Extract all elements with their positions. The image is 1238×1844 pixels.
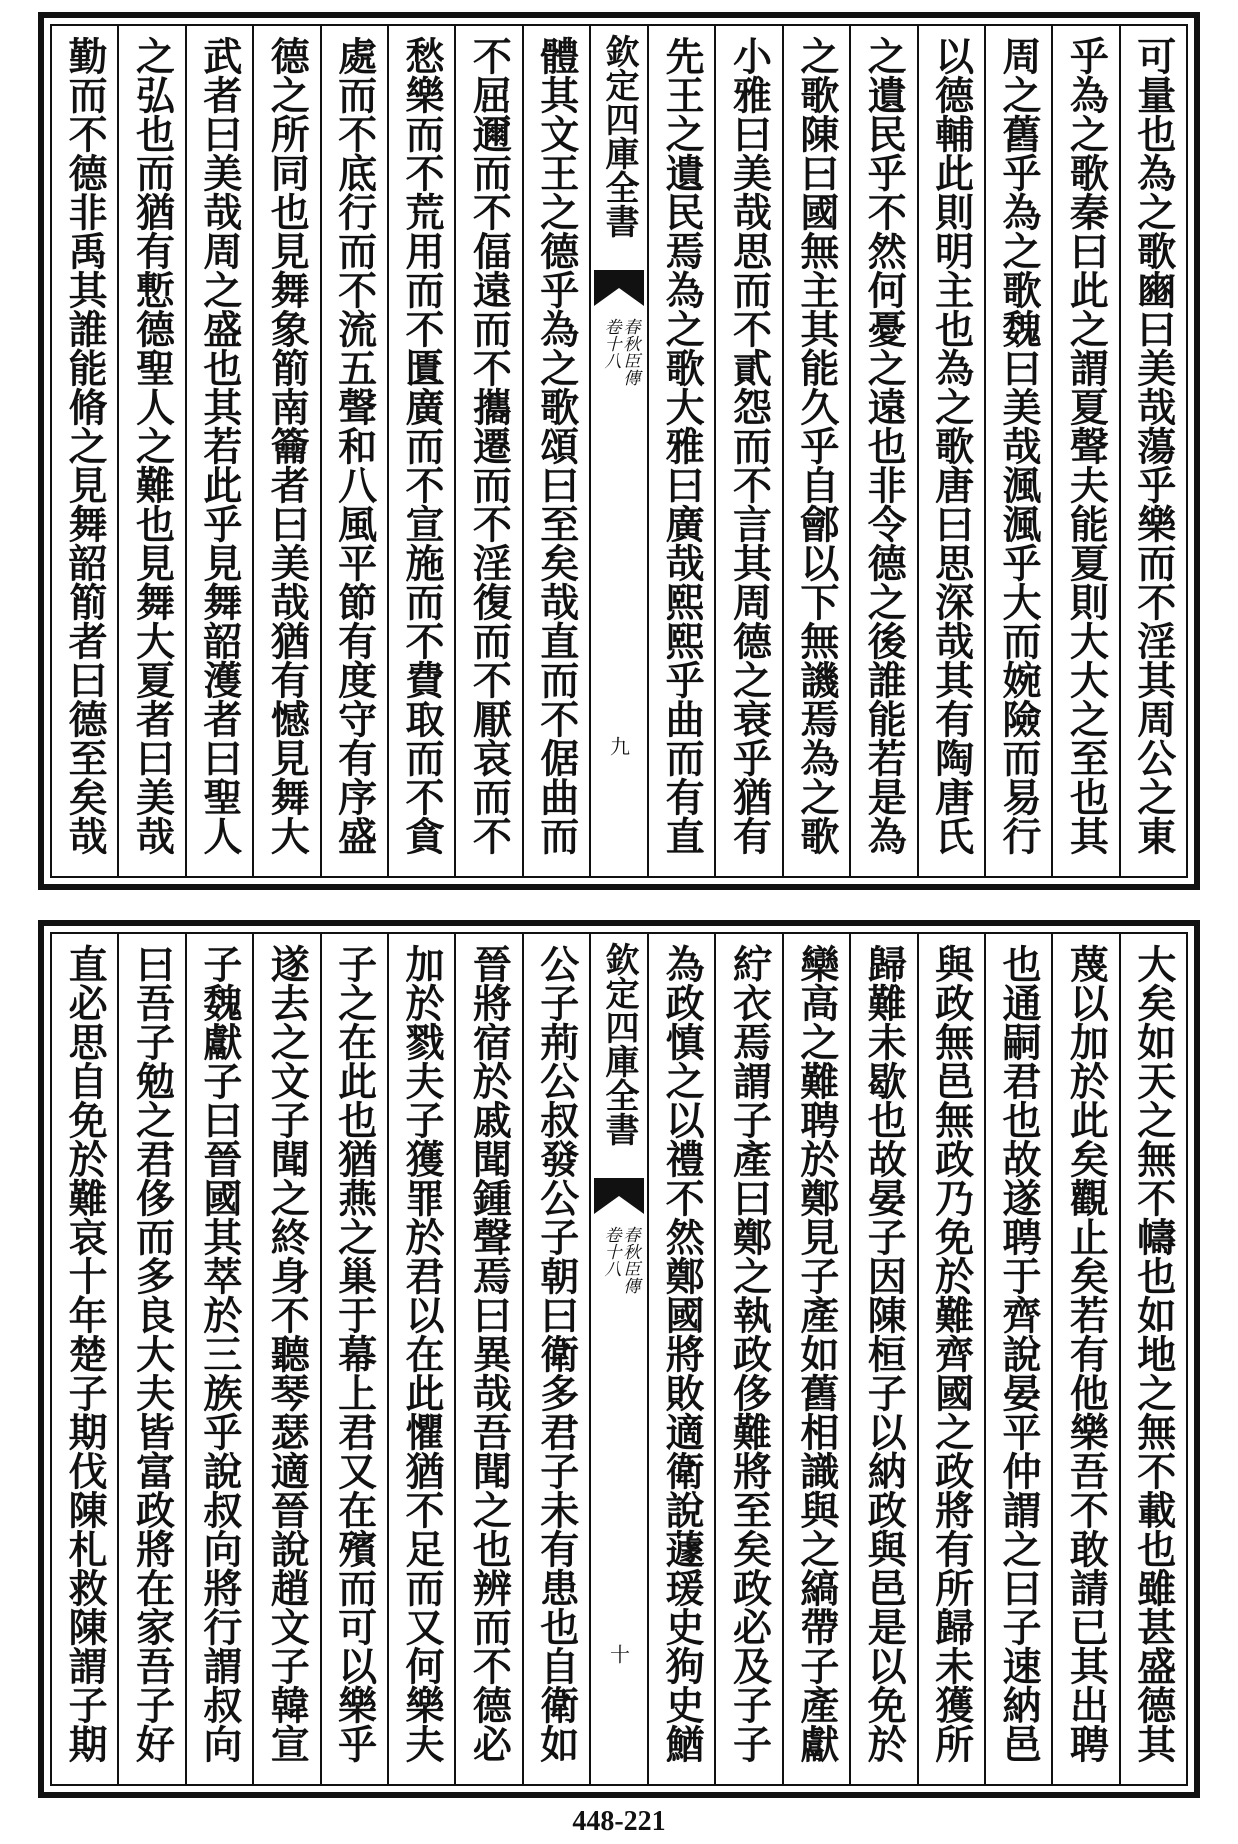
column-text: 子魏獻子曰晉國其萃於三族乎說叔向將行謂叔向 <box>196 944 243 1763</box>
column-text: 之歌陳曰國無主其能久乎自鄶以下無譏焉為之歌 <box>793 36 840 855</box>
text-column <box>522 934 589 1784</box>
text-column <box>1051 934 1118 1784</box>
column-text: 處而不底行而不流五聲和八風平節有度守有序盛 <box>331 36 378 855</box>
column-text: 勤而不德非禹其誰能脩之見舞韶箾者曰德至矣哉 <box>62 36 109 855</box>
text-column <box>647 26 714 876</box>
column-text: 蔑以加於此矣觀止矣若有他樂吾不敢請已其出聘 <box>1063 944 1110 1763</box>
text-column <box>52 934 117 1784</box>
column-text: 周之舊乎為之歌魏曰美哉渢渢乎大而婉險而易行 <box>995 36 1042 855</box>
text-column <box>984 26 1051 876</box>
column-text: 乎為之歌秦曰此之謂夏聲夫能夏則大大之至也其 <box>1063 36 1110 855</box>
page-number: 十 <box>606 1644 631 1664</box>
chapter-label <box>601 1226 638 1294</box>
page-code: 448-221 <box>572 1806 666 1837</box>
page-gutter <box>589 26 647 876</box>
page-gutter <box>589 934 647 1784</box>
text-column <box>320 934 387 1784</box>
column-text: 小雅曰美哉思而不貳怨而不言其周德之衰乎猶有 <box>726 36 773 855</box>
top-page-inner-border <box>50 24 1188 878</box>
column-text: 武者曰美哉周之盛也其若此乎見舞韶濩者曰聖人 <box>196 36 243 855</box>
column-text: 大矣如天之無不幬也如地之無不載也雖甚盛德其 <box>1130 944 1177 1763</box>
chapter-line: 卷十八 <box>600 318 621 369</box>
chapter-line: 春秋臣傳 <box>619 318 640 386</box>
column-text: 先王之遺民焉為之歌大雅曰廣哉熙熙乎曲而有直 <box>659 36 706 855</box>
text-column <box>320 26 387 876</box>
text-column <box>117 26 184 876</box>
column-text: 為政慎之以禮不然鄭國將敗適衛說蘧瑗史狗史鰌 <box>659 944 706 1763</box>
fish-tail-ornament-icon <box>594 270 644 306</box>
text-column <box>52 26 117 876</box>
text-column <box>185 934 252 1784</box>
chapter-line: 卷十八 <box>600 1226 621 1277</box>
text-column <box>252 26 319 876</box>
text-column <box>387 26 454 876</box>
column-text: 子之在此也猶燕之巢于幕上君又在殯而可以樂乎 <box>331 944 378 1763</box>
bottom-page-columns <box>52 934 1186 1784</box>
column-text: 遂去之文子聞之終身不聽琴瑟適晉說趙文子韓宣 <box>264 944 311 1763</box>
column-text: 公子荊公叔發公子朝曰衛多君子未有患也自衛如 <box>533 944 580 1763</box>
top-page-columns <box>52 26 1186 876</box>
book-title: 欽定四庫全書 <box>599 34 639 238</box>
column-text: 欒高之難聘於鄭見子產如舊相識與之縞帶子產獻 <box>793 944 840 1763</box>
text-column <box>185 26 252 876</box>
bottom-page-frame <box>38 920 1200 1798</box>
text-column <box>1119 26 1186 876</box>
column-text: 體其文王之德乎為之歌頌曰至矣哉直而不倨曲而 <box>533 36 580 855</box>
text-column <box>647 934 714 1784</box>
text-column <box>454 26 521 876</box>
text-column <box>454 934 521 1784</box>
text-column <box>849 26 916 876</box>
column-text: 曰吾子勉之君侈而多良大夫皆富政將在家吾子好 <box>129 944 176 1763</box>
text-column <box>117 934 184 1784</box>
text-column <box>522 26 589 876</box>
column-text: 之弘也而猶有慙德聖人之難也見舞大夏者曰美哉 <box>129 36 176 855</box>
column-text: 可量也為之歌豳曰美哉蕩乎樂而不淫其周公之東 <box>1130 36 1177 855</box>
column-text: 德之所同也見舞象箾南籥者曰美哉猶有憾見舞大 <box>264 36 311 855</box>
text-column <box>849 934 916 1784</box>
text-column <box>917 934 984 1784</box>
chapter-line: 春秋臣傳 <box>619 1226 640 1294</box>
chapter-label <box>601 318 638 386</box>
column-text: 加於戮夫子獲罪於君以在此懼猶不足而又何樂夫 <box>398 944 445 1763</box>
column-text: 不屈邇而不偪遠而不攜遷而不淫復而不厭哀而不 <box>466 36 513 855</box>
column-text: 紵衣焉謂子產曰鄭之執政侈難將至矣政必及子子 <box>726 944 773 1763</box>
column-text: 也通嗣君也故遂聘于齊說晏平仲謂之曰子速納邑 <box>995 944 1042 1763</box>
bottom-page-inner-border <box>50 932 1188 1786</box>
text-column <box>782 934 849 1784</box>
column-text: 歸難未歇也故晏子因陳桓子以納政與邑是以免於 <box>861 944 908 1763</box>
column-text: 晉將宿於戚聞鍾聲焉曰異哉吾聞之也辨而不德必 <box>466 944 513 1763</box>
text-column <box>252 934 319 1784</box>
text-column <box>714 26 781 876</box>
column-text: 以德輔此則明主也為之歌唐曰思深哉其有陶唐氏 <box>928 36 975 855</box>
text-column <box>387 934 454 1784</box>
text-column <box>1051 26 1118 876</box>
book-title: 欽定四庫全書 <box>599 942 639 1146</box>
text-column <box>714 934 781 1784</box>
fish-tail-ornament-icon <box>594 1178 644 1214</box>
text-column <box>782 26 849 876</box>
text-column <box>917 26 984 876</box>
page-number: 九 <box>606 736 631 756</box>
top-page-frame <box>38 12 1200 890</box>
column-text: 愁樂而不荒用而不匱廣而不宣施而不費取而不貪 <box>398 36 445 855</box>
column-text: 之遺民乎不然何憂之遠也非令德之後誰能若是為 <box>861 36 908 855</box>
column-text: 與政無邑無政乃免於難齊國之政將有所歸未獲所 <box>928 944 975 1763</box>
text-column <box>1119 934 1186 1784</box>
column-text: 直必思自免於難哀十年楚子期伐陳札救陳謂子期 <box>62 944 109 1763</box>
text-column <box>984 934 1051 1784</box>
